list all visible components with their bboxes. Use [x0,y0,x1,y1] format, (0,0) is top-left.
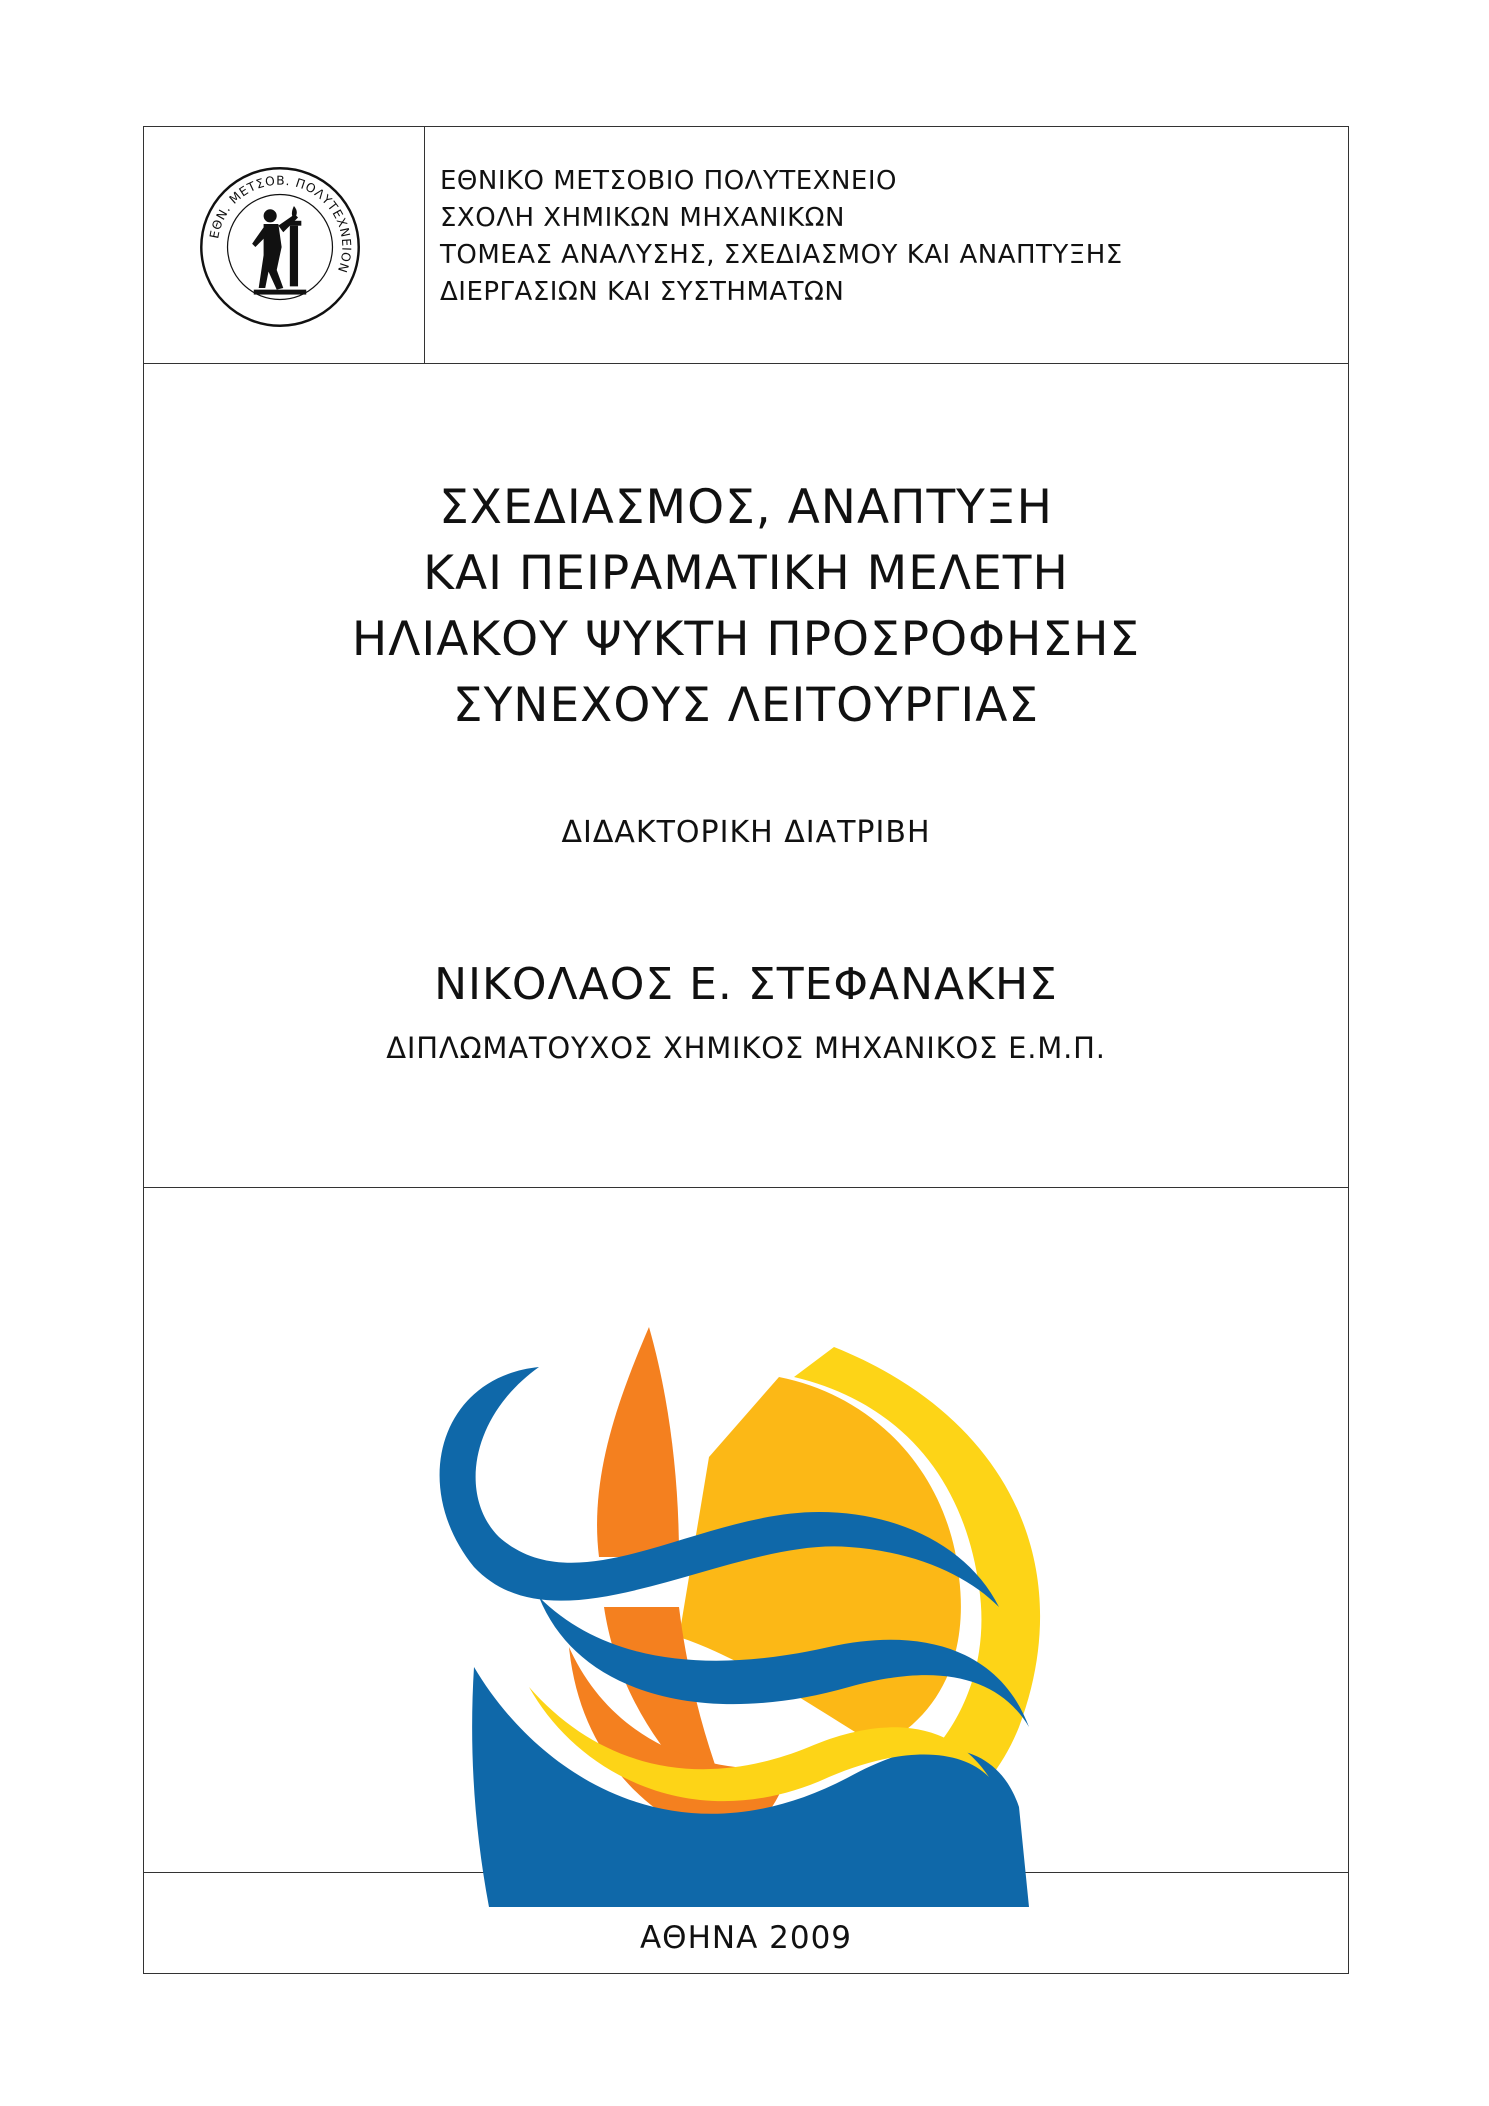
sun-sail-wave-logo-icon [379,1307,1079,1907]
author-name: ΝΙΚΟΛΑΟΣ Ε. ΣΤΕΦΑΝΑΚΗΣ [434,959,1058,1010]
seal-text: ΕΘΝ. ΜΕΤΣΟΒ. ΠΟΛΥΤΕΧΝΕΙΟΝ [207,173,354,275]
university-seal-icon [198,165,362,329]
place-and-year: ΑΘΗΝΑ 2009 [639,1920,853,1956]
title-line: ΚΑΙ ΠΕΙΡΑΜΑΤΙΚΗ ΜΕΛΕΤΗ [423,546,1069,601]
thesis-title [144,475,1348,739]
institution-line: ΕΘΝΙΚΟ ΜΕΤΣΟΒΙΟ ΠΟΛΥΤΕΧΝΕΙΟ [440,166,897,196]
department-line: ΤΟΜΕΑΣ ΑΝΑΛΥΣΗΣ, ΣΧΕΔΙΑΣΜΟΥ ΚΑΙ ΑΝΑΠΤΥΞΗΣ [440,240,1123,270]
department-line-2: ΔΙΕΡΓΑΣΙΩΝ ΚΑΙ ΣΥΣΤΗΜΑΤΩΝ [440,277,845,307]
header-divider [144,363,1348,364]
title-line: ΣΥΝΕΧΟΥΣ ΛΕΙΤΟΥΡΓΙΑΣ [452,678,1040,733]
title-divider [144,1187,1348,1188]
cover-frame [143,126,1349,1974]
document-type: ΔΙΔΑΚΤΟΡΙΚΗ ΔΙΑΤΡΙΒΗ [561,815,931,850]
institution-header [440,163,1123,311]
title-line: ΣΧΕΔΙΑΣΜΟΣ, ΑΝΑΠΤΥΞΗ [439,480,1053,535]
seal-divider [424,127,425,363]
school-line: ΣΧΟΛΗ ΧΗΜΙΚΩΝ ΜΗΧΑΝΙΚΩΝ [440,203,845,233]
author-credentials: ΔΙΠΛΩΜΑΤΟΥΧΟΣ ΧΗΜΙΚΟΣ ΜΗΧΑΝΙΚΟΣ Ε.Μ.Π. [386,1031,1106,1065]
title-line: ΗΛΙΑΚΟΥ ΨΥΚΤΗ ΠΡΟΣΡΟΦΗΣΗΣ [351,612,1141,667]
